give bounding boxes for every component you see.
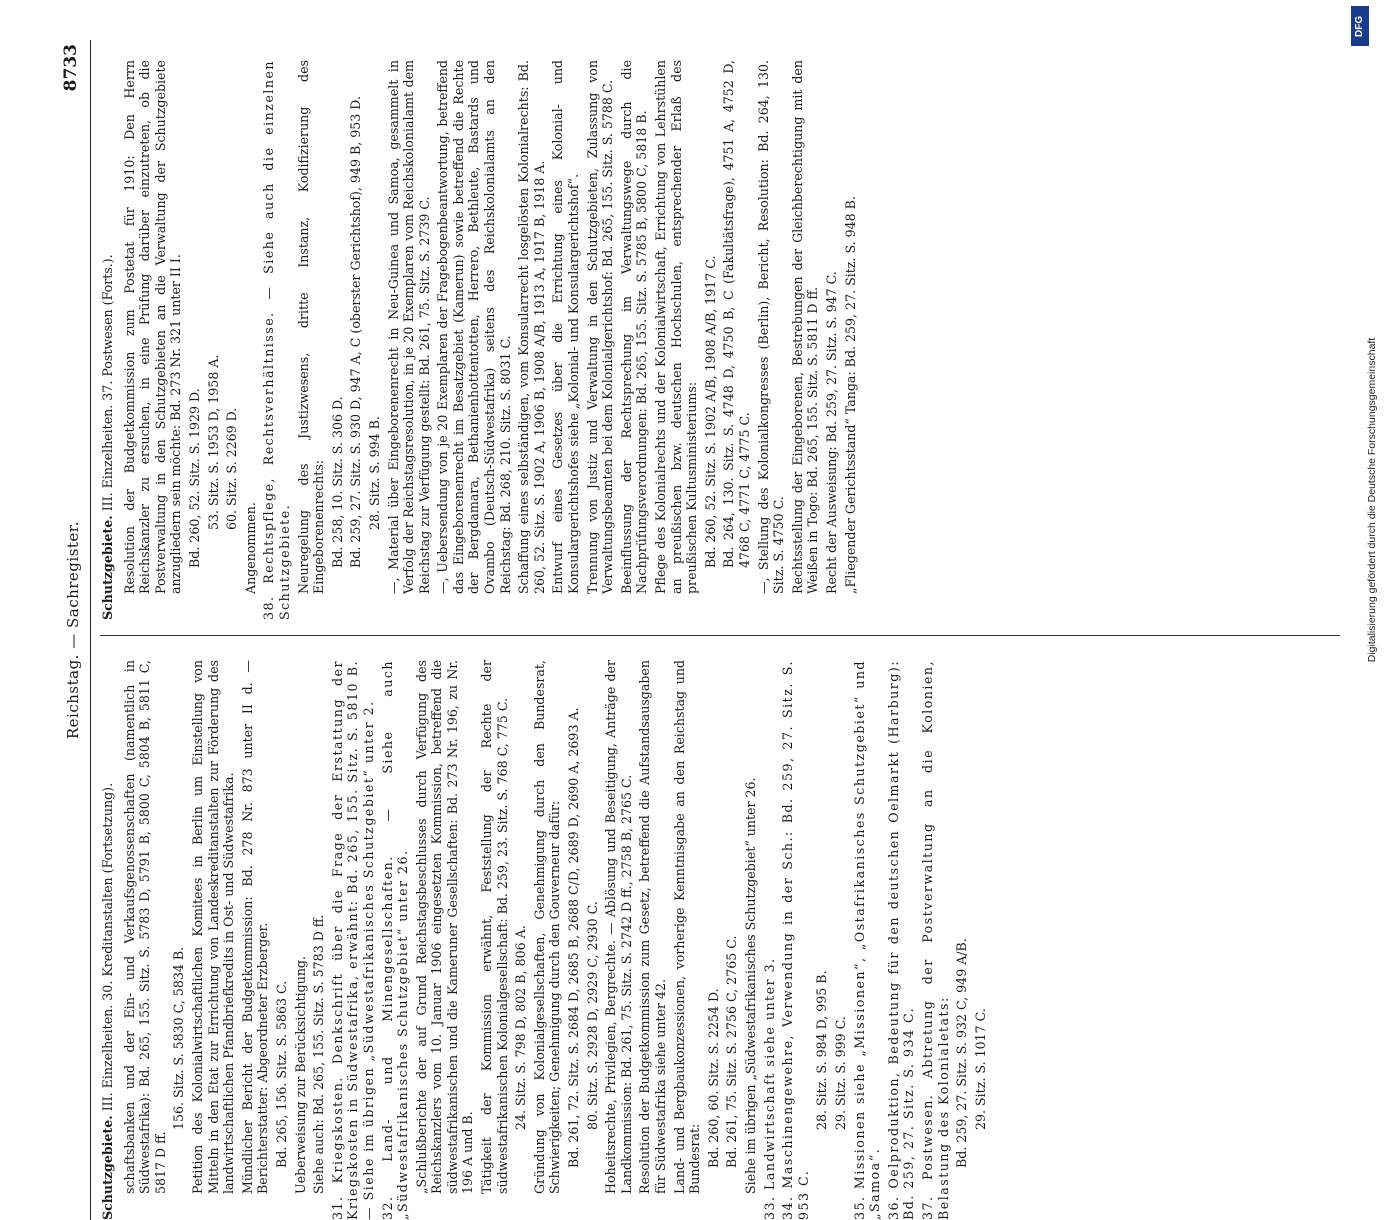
register-entry: Siehe auch: Bd. 265, 155. Sitz. S. 5783 D ff. [311, 914, 327, 1194]
register-entry: 28. Sitz. S. 994 B. [366, 416, 382, 530]
register-entry: 36. Oelproduktion, Bedeutung für den deutschen Oelmarkt (Harburg): Bd. 259, 27. Sitz. S. 934 C. [885, 660, 917, 1220]
register-entry: Recht der Ausweisung: Bd. 259, 27. Sitz. S. 947 C. [823, 271, 839, 594]
register-entry: Bd. 261, 72. Sitz. S. 2684 D, 2685 B, 2688 C/D, 2689 D, 2690 A, 2693 A. [566, 707, 582, 1168]
register-entry: 28. Sitz. S. 984 D, 995 B. [814, 970, 830, 1130]
running-head [60, 40, 91, 1220]
register-entry: Bd. 260, 52. Sitz. S. 1902 A/B, 1908 A/B, 1917 C. [702, 255, 718, 568]
register-entry: 32. Land- und Minengesellschaften. — Siehe auch „Südwestafrikanisches Schutzgebiet“ unter 26. [379, 660, 411, 1220]
digitization-sidebar [1345, 0, 1383, 1000]
register-entry: Siehe im übrigen „Südwestafrikanisches Schutzgebiet“ unter 26. [742, 777, 758, 1194]
left-column-head [100, 660, 116, 1220]
register-entry: Bd. 258, 10. Sitz. S. 306 D. [329, 396, 345, 568]
left-column [100, 660, 991, 1220]
right-entry-list [122, 60, 859, 620]
register-entry: Land- und Bergbaukonzessionen, vorherige Kenntnisgabe an den Reichstag und Bundesrat: [671, 660, 703, 1194]
right-column-head [100, 60, 116, 620]
register-entry: Ueberweisung zur Berücksichtigung. [292, 956, 308, 1194]
register-entry: Mündlicher Bericht der Budgetkommission: Bd. 278 Nr. 873 unter II d. — Berichterstatter: Abgeordneter Erzberger. [239, 660, 271, 1194]
register-entry: Tätigkeit der Kommission erwähnt, Feststellung der Rechte der südwestafrikanischen Kolonialgesellschaft: Bd. 259, 23. Sitz. S. 768 C, 775 C. [479, 660, 510, 1194]
register-entry: „Schlußberichte der auf Grund Reichstagsbeschlusses durch Verfügung des Reichskanzlers vom 10. Januar 1906 eingesetzten Kommission, betreffend die südwestafrikanischen und die Kameruner Gesellschaften: Bd. 273 Nr. 196, zu Nr. 196 A und B. [413, 660, 476, 1194]
register-entry: Angenommen. [242, 502, 258, 594]
register-entry: „Fliegender Gerichtsstand“ Tanga: Bd. 259, 27. Sitz. S. 948 B. [842, 196, 858, 594]
register-entry: Bd. 260, 60. Sitz. S. 2254 D. [705, 988, 721, 1168]
register-entry: 34. Maschinengewehre, Verwendung in der Sch.: Bd. 259, 27. Sitz. S. 953 C. [780, 660, 811, 1220]
rotated-document-page [60, 40, 1350, 1220]
register-entry: Pflege des Kolonialrechts und der Kolonialwirtschaft, Errichtung von Lehrstühlen an preußischen bzw. deutschen Hochschulen, entsprechender Erlaß des preußischen Kultusministeriums: [653, 60, 700, 594]
register-entry: 53. Sitz. S. 1953 D, 1958 A. [205, 354, 221, 530]
right-column-head-rest: III. Einzelheiten. 37. Postwesen (Forts.). [100, 254, 115, 516]
dfg-logo: DFG [1351, 6, 1369, 46]
digitization-note: Digitalisierung gefördert durch die Deutsche Forschungsgemeinschaft [1366, 337, 1378, 663]
register-entry: 35. Missionen siehe „Missionen“, „Ostafrikanisches Schutzgebiet“ und „Samoa“. [851, 660, 883, 1220]
left-entry-list [122, 660, 989, 1220]
left-column-head-rest: III. Einzelheiten. 30. Kreditanstalten (Fortsetzung). [100, 782, 115, 1116]
register-entry: Trennung von Justiz und Verwaltung in den Schutzgebieten, Zulassung von Verwaltungsbeamten bei dem Kolonialgerichtshof: Bd. 265, 155. Sitz. S. 5788 C. [584, 60, 616, 594]
column-divider [100, 635, 1340, 636]
register-entry: Resolution der Budgetkommission zum Gesetz, betreffend die Aufstandsausgaben für Südwestafrika siehe unter 42. [637, 660, 668, 1194]
register-entry: Hoheitsrechte, Privilegien, Bergrechte. — Ablösung und Beseitigung, Anträge der Landkommission: Bd. 261, 75. Sitz. S. 2742 D ff., 2758 B, 2765 C. [603, 660, 634, 1194]
register-entry: Bd. 259, 27. Sitz. S. 932 C, 949 A/B. [954, 938, 970, 1168]
page-number: 8733 [61, 44, 81, 92]
register-entry: Rechtsstellung der Eingeborenen, Bestrebungen der Gleichberechtigung mit den Weißen in Togo: Bd. 265, 155. Sitz. S. 5811 D ff. [789, 60, 821, 594]
register-entry: Neuregelung des Justizwesens, dritte Instanz, Kodifizierung des Eingeborenenrechts: [295, 60, 327, 594]
register-entry: Bd. 259, 27. Sitz. S. 930 D, 947 A, C (oberster Gerichtshof), 949 B, 953 D. [348, 96, 364, 568]
register-entry: Bd. 261, 75. Sitz. S. 2756 C, 2765 C. [724, 935, 740, 1168]
register-entry: Petition des Kolonialwirtschaftlichen Komitees in Berlin um Einstellung von Mitteln in den Etat zur Errichtung von Landeskreditanstalten zur Förderung des landwirtschaftlichen Pfandbriefkredits in Ost- und Südwestafrika. [189, 660, 237, 1194]
register-entry: Gründung von Kolonialgesellschaften, Genehmigung durch den Bundesrat, Schwierigkeiten; Genehmigung durch den Gouverneur dafür: [531, 660, 563, 1194]
register-entry: —, Uebersendung von je 20 Exemplaren der Fragebogenbeantwortung, betreffend das Eingeborenenrecht im Besatzgebiet (Kamerun) sowie betreffend die Rechte der Bergdamara, Bethanienhottentotten, Herrero, Bethleute, Bastards und Ovambo (Deutsch-Südwestafrika) seitens des Reichskolonialamts an den Reichstag: Bd. 268, 210. Sitz. S. 8031 C. [435, 60, 513, 594]
register-entry: —, Material über Eingeborenenrecht in Neu-Guinea und Samoa, gesammelt in Verfolg der Reichstagsresolution, in je 20 Exemplaren vom Reichskolonialamt dem Reichstag zur Verfügung gestellt: Bd. 261, 75. Sitz. S. 2739 C. [385, 60, 432, 594]
register-entry: Beeinflussung der Rechtsprechung im Verwaltungswege durch die Nachprüfungsverordnungen: Bd. 265, 155. Sitz. S. 5785 B, 5800 C, 5818 B. [618, 60, 650, 594]
register-entry: Entwurf eines Gesetzes über die Errichtung eines Kolonial- und Konsulargerichtshofes siehe „Kolonial- und Konsulargerichtshof“. [550, 60, 582, 594]
register-entry: Bd. 264, 130. Sitz. S. 4748 D, 4750 B, C (Fakultätsfrage), 4751 A, 4752 D, 4768 C, 4771 C, 4775 C. [721, 60, 752, 568]
register-entry: 31. Kriegskosten. Denkschrift über die Frage der Erstattung der Kriegskosten in Südwestafrika, erwähnt: Bd. 265, 155. Sitz. S. 5810 B. — Siehe im übrigen „Südwestafrikanisches Schutzgebiet“ unter 2. [329, 660, 376, 1220]
register-entry: 24. Sitz. S. 798 D, 802 B, 806 A. [513, 925, 529, 1130]
register-entry: 38. Rechtspflege, Rechtsverhältnisse. — Siehe auch die einzelnen Schutzgebiete. [261, 60, 292, 620]
register-entry: 37. Postwesen. Abtretung der Postverwaltung an die Kolonien, Belastung des Kolonialetats: [919, 660, 951, 1220]
register-entry: Schaffung eines selbständigen, vom Konsularrecht losgelösten Kolonialrechts: Bd. 260, 52. Sitz. S. 1902 A, 1906 B, 1908 A/B, 1913 A, 1917 B, 1918 A. [516, 60, 547, 594]
register-entry: 60. Sitz. S. 2269 D. [224, 407, 240, 530]
register-entry: schaftsbanken und der Ein- und Verkaufsgenossenschaften (namentlich in Südwestafrika): Bd. 265, 155. Sitz. S. 5783 D, 5791 B, 5800 C, 5804 B, 5811 C, 5817 D ff. [121, 660, 168, 1194]
right-column [100, 60, 861, 620]
register-entry: 156. Sitz. S. 5830 C, 5834 B. [171, 946, 187, 1130]
register-entry: —, Stellung des Kolonialkongresses (Berlin), Bericht, Resolution: Bd. 264, 130. Sitz. S. 4750 C. [755, 60, 787, 594]
register-entry: 29. Sitz. S. 1017 C. [972, 1008, 988, 1130]
page-title: Reichstag. — Sachregister. [64, 520, 82, 740]
right-column-head-label: Schutzgebiete. [100, 515, 115, 620]
register-entry: Bd. 260, 52. Sitz. S. 1929 D. [186, 388, 202, 568]
register-entry: 80. Sitz. S. 2928 D, 2929 C, 2930 C. [584, 901, 600, 1130]
left-column-head-label: Schutzgebiete. [100, 1115, 115, 1220]
register-entry: Bd. 265, 156. Sitz. S. 5863 C. [273, 980, 289, 1168]
register-entry: 29. Sitz. S. 999 C. [832, 1016, 848, 1130]
register-entry: 33. Landwirtschaft siehe unter 3. [761, 957, 777, 1220]
register-entry: Resolution der Budgetkommission zum Postetat für 1910: Den Herrn Reichskanzler zu ersuchen, in eine Prüfung darüber einzutreten, ob die Postverwaltung in den Schutzgebieten an die Verwaltung der Schutzgebiete anzugliedern sein möchte: Bd. 273 Nr. 321 unter II I. [121, 60, 184, 594]
